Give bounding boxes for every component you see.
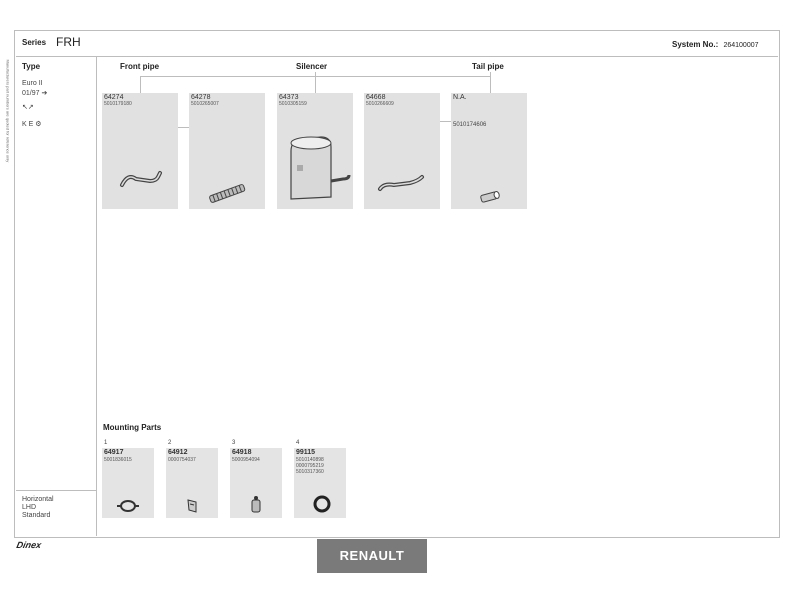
part-card-flex-pipe[interactable]: [189, 93, 265, 209]
gasket-icon: [294, 448, 346, 518]
part-code: 64668: [366, 94, 386, 101]
part-card-front-pipe[interactable]: [102, 93, 178, 209]
mounting-card-1[interactable]: [102, 440, 154, 518]
mounting-card-4[interactable]: [294, 440, 346, 518]
silencer-title: Silencer: [296, 62, 328, 71]
reference-note: [3, 59, 11, 212]
mounting-card-3[interactable]: [230, 440, 282, 518]
mounting-title: Mounting Parts: [103, 423, 162, 432]
part-code: 64373: [279, 94, 299, 101]
mounting-card-2[interactable]: [166, 440, 218, 518]
tail-pipe-title: Tail pipe: [472, 62, 504, 71]
part-card-bent-pipe[interactable]: [364, 93, 440, 209]
system-number-label: [672, 40, 759, 49]
type-body-icon: ↖↗: [22, 104, 34, 111]
series-label: Series: [22, 38, 47, 47]
connector-tail: [490, 72, 491, 93]
part-ref: 5010305159: [279, 101, 307, 107]
mounting-index: 1: [104, 440, 108, 446]
type-title: Type: [22, 62, 41, 71]
mounting-code: 64912: [168, 449, 188, 456]
part-card-silencer[interactable]: [277, 93, 353, 209]
mounting-code: 99115: [296, 449, 316, 456]
system-value: 264100007: [723, 42, 759, 49]
part-code: N.A.: [453, 94, 467, 101]
mounting-index: 2: [168, 440, 172, 446]
mounting-index: 4: [296, 440, 300, 446]
mounting-ref: 5010317360: [296, 469, 324, 475]
clamp-icon: [102, 448, 154, 518]
mounting-index: 3: [232, 440, 236, 446]
tail-pipe-icon: [451, 93, 527, 209]
series-value: FRH: [56, 35, 81, 49]
type-engine-icon: K E ⚙: [22, 121, 42, 128]
mount-icon: [230, 448, 282, 518]
type-column-divider: [96, 56, 97, 536]
brand-label: RENAULT: [317, 539, 427, 573]
part-ref: 5010265007: [191, 101, 219, 107]
connector-front: [140, 76, 141, 93]
footer-orientation: Horizontal: [22, 496, 54, 503]
footer-divider: [16, 490, 96, 491]
front-pipe-title: Front pipe: [120, 62, 160, 71]
system-label: System No.:: [672, 40, 719, 49]
connector-silencer: [315, 72, 316, 93]
mounting-ref: 0000795219: [296, 463, 324, 469]
silencer-icon: [277, 93, 353, 209]
reference-note-text: Manufacturers part numbers are quoted for reference only: [5, 59, 11, 163]
type-date: 01/97 ➔: [22, 90, 48, 97]
flex-pipe-icon: [189, 93, 265, 209]
mounting-ref: 0000754037: [168, 457, 196, 463]
part-code: 64274: [104, 94, 124, 101]
bracket-icon: [166, 448, 218, 518]
footer-version: Standard: [22, 512, 51, 519]
mounting-ref: 5001836015: [104, 457, 132, 463]
footer-drive: LHD: [22, 504, 37, 511]
part-ref: 5010174606: [453, 122, 487, 128]
dinex-logo: Dinex: [15, 540, 43, 550]
mounting-ref: 5010140898: [296, 457, 324, 463]
header-divider: [16, 56, 778, 57]
part-card-tail-pipe[interactable]: [451, 93, 527, 209]
part-code: 64278: [191, 94, 211, 101]
type-emission: Euro II: [22, 80, 43, 87]
part-ref: 5010179180: [104, 101, 132, 107]
mounting-code: 64917: [104, 449, 124, 456]
bent-pipe-icon: [364, 93, 440, 209]
mounting-code: 64918: [232, 449, 252, 456]
front-pipe-icon: [102, 93, 178, 209]
mounting-ref: 5000954094: [232, 457, 260, 463]
part-ref: 5010266609: [366, 101, 394, 107]
